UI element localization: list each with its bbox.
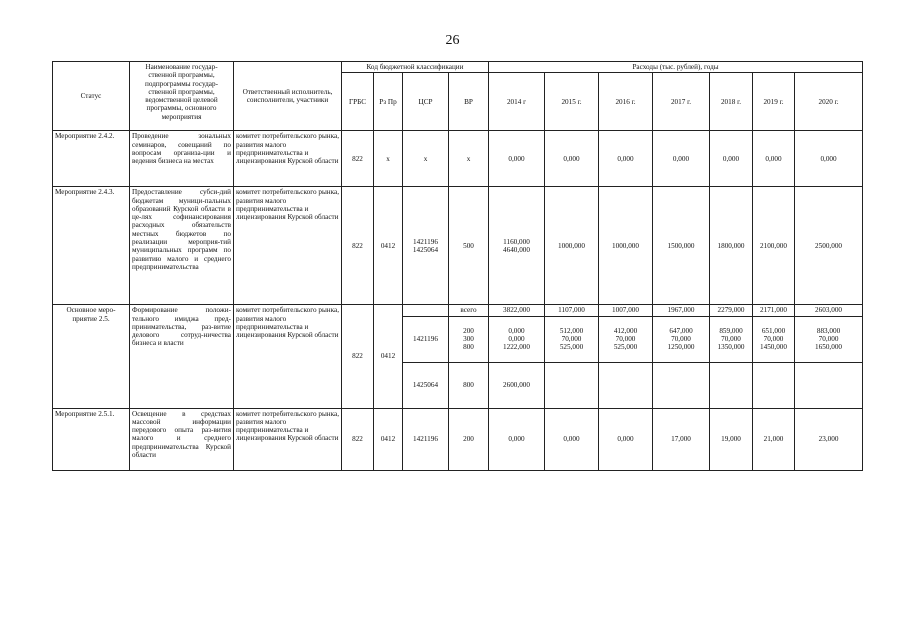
cell-value: 1000,000	[599, 187, 653, 305]
value-line: 70,000	[818, 334, 839, 343]
cell-vr-total: всего	[449, 305, 489, 316]
cell-value: 19,000	[710, 408, 753, 470]
cell-value: 0,000	[489, 131, 545, 187]
cell-value	[545, 316, 599, 362]
value-line: 1450,000	[760, 343, 787, 352]
vr-code: 800	[463, 343, 474, 352]
header-year: 2015 г.	[545, 73, 599, 131]
row-status: Мероприятие 2.4.2.	[53, 131, 130, 187]
cell-value: 0,000	[599, 131, 653, 187]
header-expenses: Расходы (тыс. рублей), годы	[489, 62, 863, 73]
cell-vr	[449, 316, 489, 362]
cell-grbs: 822	[342, 408, 374, 470]
table-row	[53, 408, 863, 470]
cell-value: 0,000	[545, 408, 599, 470]
csr-code: 1425064	[412, 245, 439, 254]
value-line: 859,000	[719, 326, 743, 335]
header-grbs: ГРБС	[342, 73, 374, 131]
cell-rzpr: 0412	[374, 305, 403, 408]
cell-value: 2500,000	[795, 187, 863, 305]
cell-empty	[545, 362, 599, 408]
header-year: 2017 г.	[653, 73, 710, 131]
budget-table	[52, 61, 863, 471]
cell-value: 0,000	[795, 131, 863, 187]
value-line: 1250,000	[667, 343, 695, 352]
cell-vr: 800	[449, 362, 489, 408]
cell-empty	[753, 362, 795, 408]
cell-value: 1500,000	[653, 187, 710, 305]
cell-grbs: 822	[342, 187, 374, 305]
cell-value: 17,000	[653, 408, 710, 470]
value-line: 883,000	[816, 326, 841, 335]
row-name: Проведение зональных семинаров, совещаний по вопросам организа-ции и ведения бизнеса на местах	[130, 131, 234, 187]
cell-empty	[795, 362, 863, 408]
row-name: Освещение в средствах массовой информации передового опыта раз-вития малого и среднего предпринимательства Курской области	[130, 408, 234, 470]
cell-total: 2171,000	[753, 305, 795, 316]
cell-value	[489, 316, 545, 362]
cell-value: 0,000	[489, 408, 545, 470]
table-row	[53, 305, 863, 316]
cell-csr-empty	[403, 305, 449, 316]
cell-csr: х	[403, 131, 449, 187]
header-rzpr: Рз Пр	[374, 73, 403, 131]
cell-rzpr: х	[374, 131, 403, 187]
header-executor: Ответственный исполнитель, соисполнители, участники	[234, 62, 342, 131]
cell-value: 0,000	[753, 131, 795, 187]
cell-vr: 200	[449, 408, 489, 470]
cell-value: 1000,000	[545, 187, 599, 305]
cell-total: 3822,000	[489, 305, 545, 316]
cell-rzpr: 0412	[374, 408, 403, 470]
row-status: Мероприятие 2.5.1.	[53, 408, 130, 470]
cell-vr: 500	[449, 187, 489, 305]
cell-value	[489, 187, 545, 305]
row-status: Основное меро-приятие 2.5.	[53, 305, 130, 408]
cell-grbs: 822	[342, 305, 374, 408]
cell-empty	[710, 362, 753, 408]
value-line: 412,000	[613, 326, 638, 335]
cell-rzpr: 0412	[374, 187, 403, 305]
cell-value	[653, 316, 710, 362]
row-executor: комитет потребительского рынка, развития малого предпринимательства и лицензирования Курской области	[234, 187, 342, 305]
cell-value: 0,000	[710, 131, 753, 187]
csr-code: 1421196	[413, 237, 438, 246]
page-number: 26	[445, 33, 460, 48]
row-status: Мероприятие 2.4.3.	[53, 187, 130, 305]
value-line: 70,000	[763, 334, 784, 343]
cell-csr	[403, 187, 449, 305]
vr-code: 300	[463, 334, 474, 343]
value-line: 512,000	[559, 326, 584, 335]
header-csr: ЦСР	[403, 73, 449, 131]
row-executor: комитет потребительского рынка, развития малого предпринимательства и лицензирования Курской области	[234, 305, 342, 408]
header-budget-code: Код бюджетной классификации	[342, 62, 489, 73]
value-line: 0,000	[508, 334, 525, 343]
cell-total: 1107,000	[545, 305, 599, 316]
header-year: 2020 г.	[795, 73, 863, 131]
header-year: 2018 г.	[710, 73, 753, 131]
cell-value: 0,000	[545, 131, 599, 187]
cell-csr: 1425064	[403, 362, 449, 408]
cell-value	[710, 316, 753, 362]
value-line: 70,000	[671, 334, 691, 343]
cell-value	[795, 316, 863, 362]
value-line: 0,000	[508, 326, 525, 335]
vr-code: 200	[463, 326, 474, 335]
value-line: 525,000	[613, 343, 638, 352]
cell-value: 2100,000	[753, 187, 795, 305]
cell-total: 1967,000	[653, 305, 710, 316]
cell-value: 1800,000	[710, 187, 753, 305]
value-line: 70,000	[561, 334, 582, 343]
cell-value: 23,000	[795, 408, 863, 470]
cell-value	[599, 316, 653, 362]
cell-grbs: 822	[342, 131, 374, 187]
table-row	[53, 187, 863, 305]
cell-empty	[653, 362, 710, 408]
value-line: 70,000	[615, 334, 636, 343]
header-status: Статус	[53, 62, 130, 131]
value-line: 4640,000	[503, 245, 530, 254]
value-line: 1650,000	[815, 343, 842, 352]
cell-value: 21,000	[753, 408, 795, 470]
value-line: 70,000	[721, 334, 741, 343]
cell-vr: х	[449, 131, 489, 187]
value-line: 1350,000	[717, 343, 745, 352]
row-name: Формирование положи-тельного имиджа пред-принимательства, раз-витие делового сотруд-ничества бизнеса и власти	[130, 305, 234, 408]
value-line: 651,000	[761, 326, 786, 335]
row-executor: комитет потребительского рынка, развития малого предпринимательства и лицензирования Курской области	[234, 408, 342, 470]
cell-csr: 1421196	[403, 408, 449, 470]
value-line: 525,000	[559, 343, 584, 352]
header-year: 2019 г.	[753, 73, 795, 131]
row-executor: комитет потребительского рынка, развития малого предпринимательства и лицензирования Курской области	[234, 131, 342, 187]
cell-value: 0,000	[653, 131, 710, 187]
cell-total: 2279,000	[710, 305, 753, 316]
cell-value: 2600,000	[489, 362, 545, 408]
cell-total: 1007,000	[599, 305, 653, 316]
header-year: 2014 г	[489, 73, 545, 131]
header-program-name: Наименование государ-ственной программы, подпрограммы государ-ственной программы, ведомственной целевой программы, основного мероприятия	[130, 62, 234, 131]
row-name: Предоставление субси-дий бюджетам муници-пальных образований Курской области в це-лях софинансирования расходных обязательств местных бюджетов по реализации мероприя-тий муниципальных программ по развитию малого и среднего предпринимательства	[130, 187, 234, 305]
value-line: 1160,000	[503, 237, 530, 246]
value-line: 647,000	[669, 326, 693, 335]
table-row	[53, 131, 863, 187]
cell-value: 0,000	[599, 408, 653, 470]
cell-empty	[599, 362, 653, 408]
header-vr: ВР	[449, 73, 489, 131]
header-year: 2016 г.	[599, 73, 653, 131]
cell-csr: 1421196	[403, 316, 449, 362]
cell-value	[753, 316, 795, 362]
value-line: 1222,000	[503, 343, 530, 352]
cell-total: 2603,000	[795, 305, 863, 316]
